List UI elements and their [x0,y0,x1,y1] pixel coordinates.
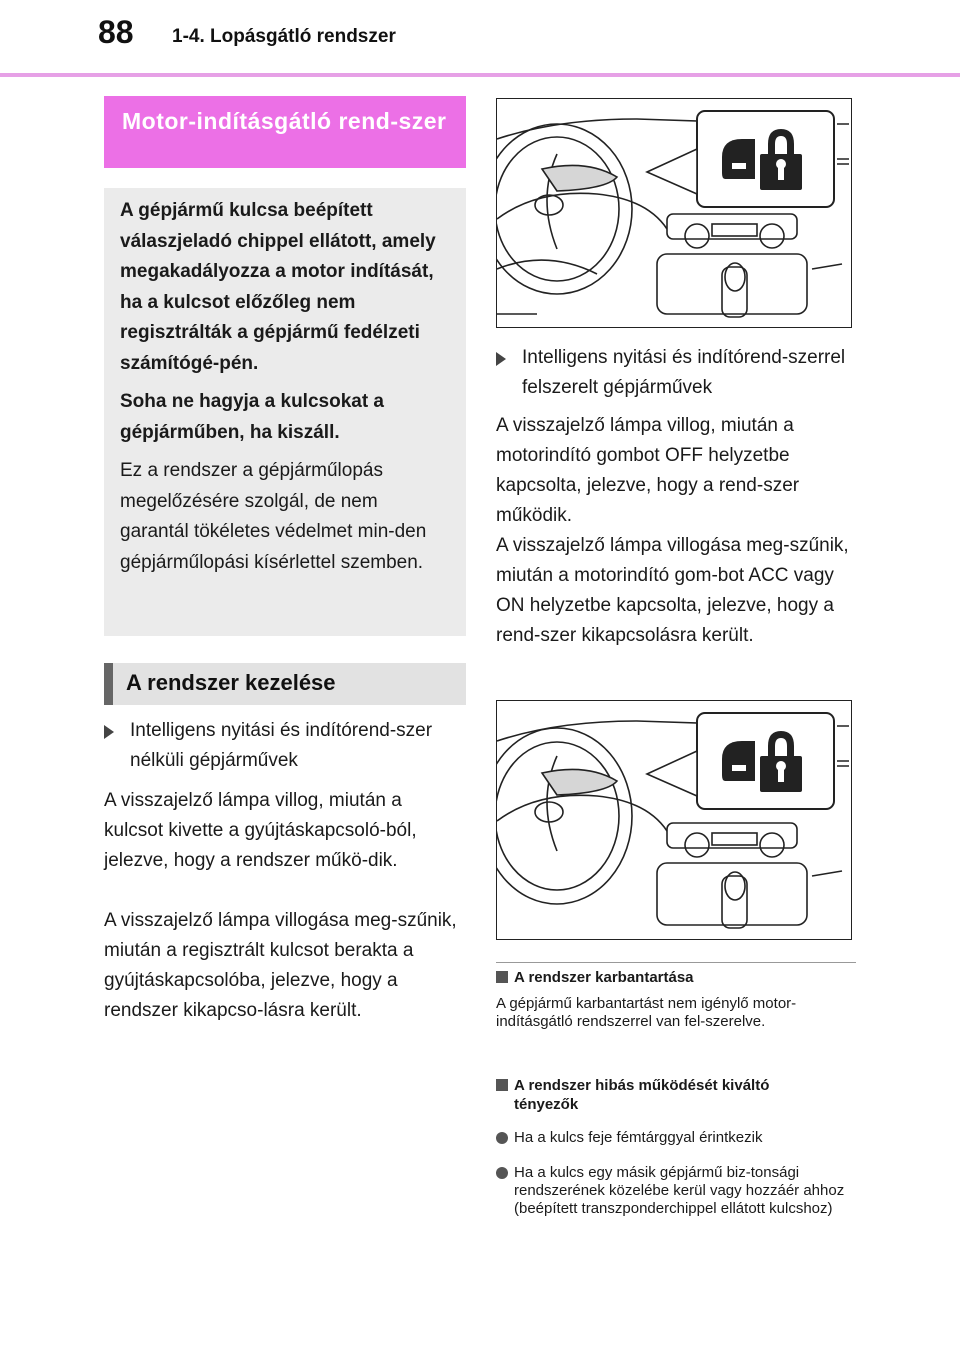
square-bullet-icon [496,1079,508,1091]
left-paragraph-1: A visszajelző lámpa villog, miután a kulcsot kivette a gyújtáskapcsoló-ból, jelezve, hogy a rendszer műkö-dik. [104,790,417,871]
arrow-item-text: Intelligens nyitási és indítórend-szer nélküli gépjárművek [130,720,433,771]
info-bold-2: Soha ne hagyja a kulcsokat a gépjárműben, ha kiszáll. [120,391,384,443]
divider [496,962,856,963]
page-number: 88 [98,14,134,50]
list-item: Ha a kulcs feje fémtárggyal érintkezik [496,1129,856,1147]
circle-bullet-icon [496,1167,508,1179]
maintenance-heading: A rendszer karbantartása [496,968,856,987]
arrow-icon [104,725,114,739]
heading-bar [104,663,113,705]
info-box [104,188,466,636]
page-header [0,0,960,80]
header-divider [0,73,960,77]
circle-bullet-icon [496,1132,508,1144]
subsection-heading [104,663,466,705]
car-interior-icon [497,701,850,938]
info-text: Ez a rendszer a gépjárműlopás megelőzésére szolgál, de nem garantál tökéletes védelmet min-den gépjárműlopási kísérlettel szemben. [120,460,427,573]
arrow-icon [496,352,506,366]
section-title: Motor-indításgátló rend-szer [122,108,447,134]
right-paragraph-2: A visszajelző lámpa villogása meg-szűnik, miután a motorindító gom-bot ACC vagy ON helyzetbe kapcsolta, jelezve, hogy a rend-szer kikapcsolásra került. [496,535,849,646]
maintenance-text: A gépjármű karbantartást nem igénylő motor-indításgátló rendszerrel van fel-szerelve. [496,995,797,1030]
arrow-item-left [104,716,466,776]
section-title-box [104,96,466,168]
fault-heading: A rendszer hibás működését kiváltó tényezők [496,1076,836,1114]
left-paragraph-2: A visszajelző lámpa villogása meg-szűnik, miután a regisztrált kulcsot berakta a gyújtáskapcsolóba, jelezve, hogy a rendszer kikapcso-lásra került. [104,910,457,1021]
chapter-title: 1-4. Lopásgátló rendszer [172,26,396,47]
dashboard-illustration-2 [496,700,852,940]
arrow-item-right [496,343,856,403]
list-item: Ha a kulcs egy másik gépjármű biz-tonsági rendszerének közelébe kerül vagy hozzáér ahhoz (beépített transzponderchippel ellátott kulcshoz) [496,1164,856,1218]
dashboard-illustration-1 [496,98,852,328]
subsection-title: A rendszer kezelése [126,670,336,695]
arrow-item-text: Intelligens nyitási és indítórend-szerrel felszerelt gépjárművek [522,347,846,398]
info-bold-1: A gépjármű kulcsa beépített válaszjeladó chippel ellátott, amely megakadályozza a motor indítását, ha a kulcsot előzőleg nem regisztrálták a gépjármű fedélzeti számítógé-pén. [120,200,436,374]
square-bullet-icon [496,971,508,983]
car-interior-icon [497,99,850,326]
right-paragraph-1: A visszajelző lámpa villog, miután a motorindító gombot OFF helyzetbe kapcsolta, jelezve, hogy a rend-szer működik. [496,415,800,526]
